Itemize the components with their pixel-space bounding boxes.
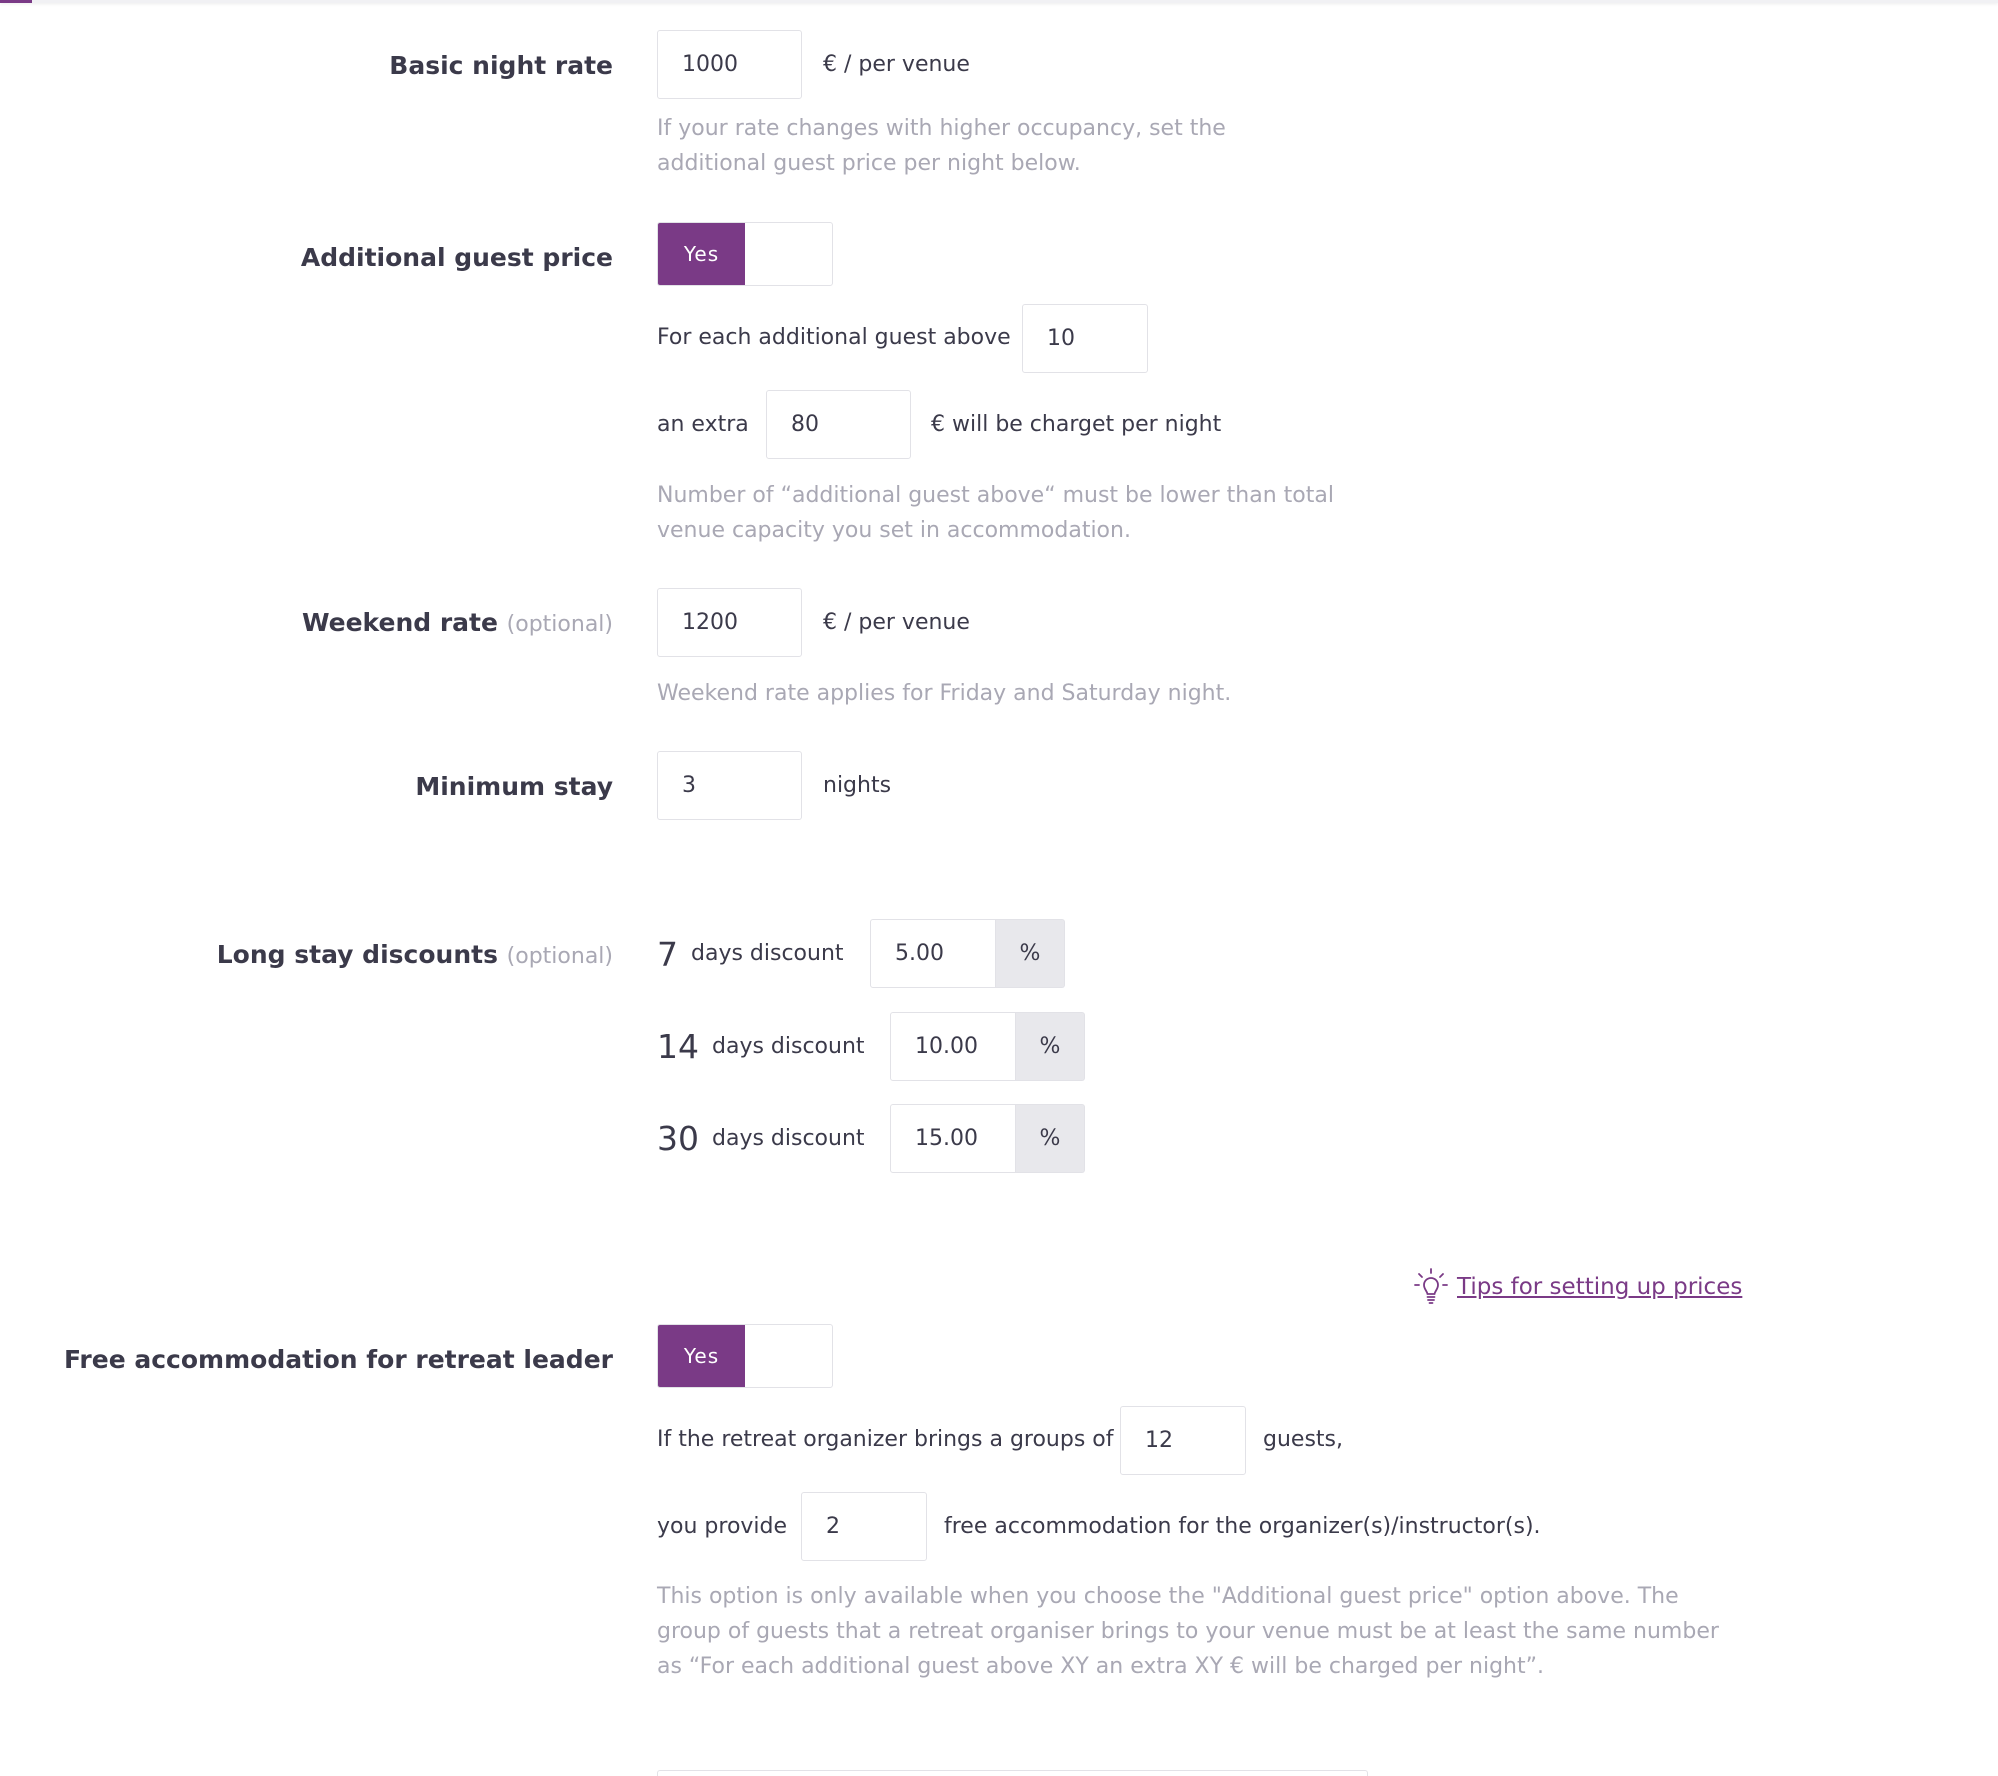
free-accommodation-group-text: If the retreat organizer brings a groups of <box>657 1427 1114 1452</box>
minimum-stay-unit: nights <box>823 773 892 798</box>
additional-guest-price-toggle[interactable] <box>657 222 833 286</box>
basic-night-rate-help: If your rate changes with higher occupancy, set the additional guest price per night below. <box>657 116 1226 176</box>
additional-guest-extra-input[interactable]: 80 <box>766 390 911 459</box>
discount-percent-addon-7: % <box>996 919 1065 988</box>
discount-text-7: days discount <box>691 941 844 966</box>
top-bar <box>0 0 1998 3</box>
free-accommodation-help: This option is only available when you choose the "Additional guest price" option above. The group of guests that a retreat organiser brings to your venue must be at least the same number as “For each additional guest above XY an extra XY € will be charged per night”. <box>657 1584 1719 1679</box>
discount-days-14: 14 <box>657 1027 699 1066</box>
weekend-rate-label <box>302 608 613 640</box>
long-stay-discounts-label-text: Long stay discounts <box>216 940 498 969</box>
free-accommodation-provide-text: you provide <box>657 1514 788 1539</box>
free-accommodation-provide-unit: free accommodation for the organizer(s)/instructor(s). <box>944 1514 1541 1539</box>
discount-text-14: days discount <box>712 1034 865 1059</box>
additional-guest-price-label <box>301 243 613 273</box>
free-accommodation-group-unit: guests, <box>1263 1427 1343 1452</box>
tips-link-container[interactable] <box>1413 1267 1742 1307</box>
additional-guest-above-input[interactable]: 10 <box>1022 304 1148 373</box>
minimum-stay-label <box>415 772 613 802</box>
free-accommodation-label <box>64 1345 613 1375</box>
discount-input-30[interactable]: 15.00 <box>890 1104 1016 1173</box>
discount-percent-addon-30: % <box>1016 1104 1085 1173</box>
minimum-stay-input[interactable]: 3 <box>657 751 802 820</box>
weekend-rate-label-text: Weekend rate <box>301 608 498 637</box>
basic-night-rate-label-text: Basic night rate <box>389 51 613 80</box>
free-accommodation-toggle[interactable] <box>657 1324 833 1388</box>
top-bar-accent <box>0 0 32 3</box>
additional-guest-extra-text: an extra <box>657 412 749 437</box>
weekend-rate-optional: (optional) <box>506 612 613 637</box>
discount-text-30: days discount <box>712 1126 865 1151</box>
long-stay-discounts-label <box>217 940 613 972</box>
minimum-stay-label-text: Minimum stay <box>415 772 613 801</box>
discount-input-7[interactable]: 5.00 <box>870 919 996 988</box>
free-accommodation-provide-input[interactable]: 2 <box>801 1492 927 1561</box>
long-stay-discounts-optional: (optional) <box>506 944 613 969</box>
additional-guest-extra-unit: € will be charget per night <box>931 412 1222 437</box>
free-accommodation-label-text: Free accommodation for retreat leader <box>63 1345 613 1374</box>
basic-night-rate-label <box>389 51 613 81</box>
additional-guest-price-label-text: Additional guest price <box>300 243 613 272</box>
weekend-rate-help: Weekend rate applies for Friday and Saturday night. <box>657 681 1232 706</box>
weekend-rate-input[interactable]: 1200 <box>657 588 802 657</box>
additional-guest-help: Number of “additional guest above“ must be lower than total venue capacity you set in accommodation. <box>657 483 1334 543</box>
basic-night-rate-input[interactable]: 1000 <box>657 30 802 99</box>
discount-percent-addon-14: % <box>1016 1012 1085 1081</box>
additional-guest-above-text: For each additional guest above <box>657 325 1011 350</box>
lightbulb-icon <box>1413 1267 1449 1307</box>
toggle-yes: Yes <box>658 1325 745 1387</box>
discount-days-7: 7 <box>657 935 678 974</box>
free-accommodation-group-input[interactable]: 12 <box>1120 1406 1246 1475</box>
next-section-edge <box>657 1770 1368 1776</box>
weekend-rate-unit: € / per venue <box>823 610 970 635</box>
discount-input-14[interactable]: 10.00 <box>890 1012 1016 1081</box>
toggle-yes: Yes <box>658 223 745 285</box>
tips-link[interactable]: Tips for setting up prices <box>1457 1274 1743 1300</box>
discount-days-30: 30 <box>657 1119 699 1158</box>
basic-night-rate-unit: € / per venue <box>823 52 970 77</box>
